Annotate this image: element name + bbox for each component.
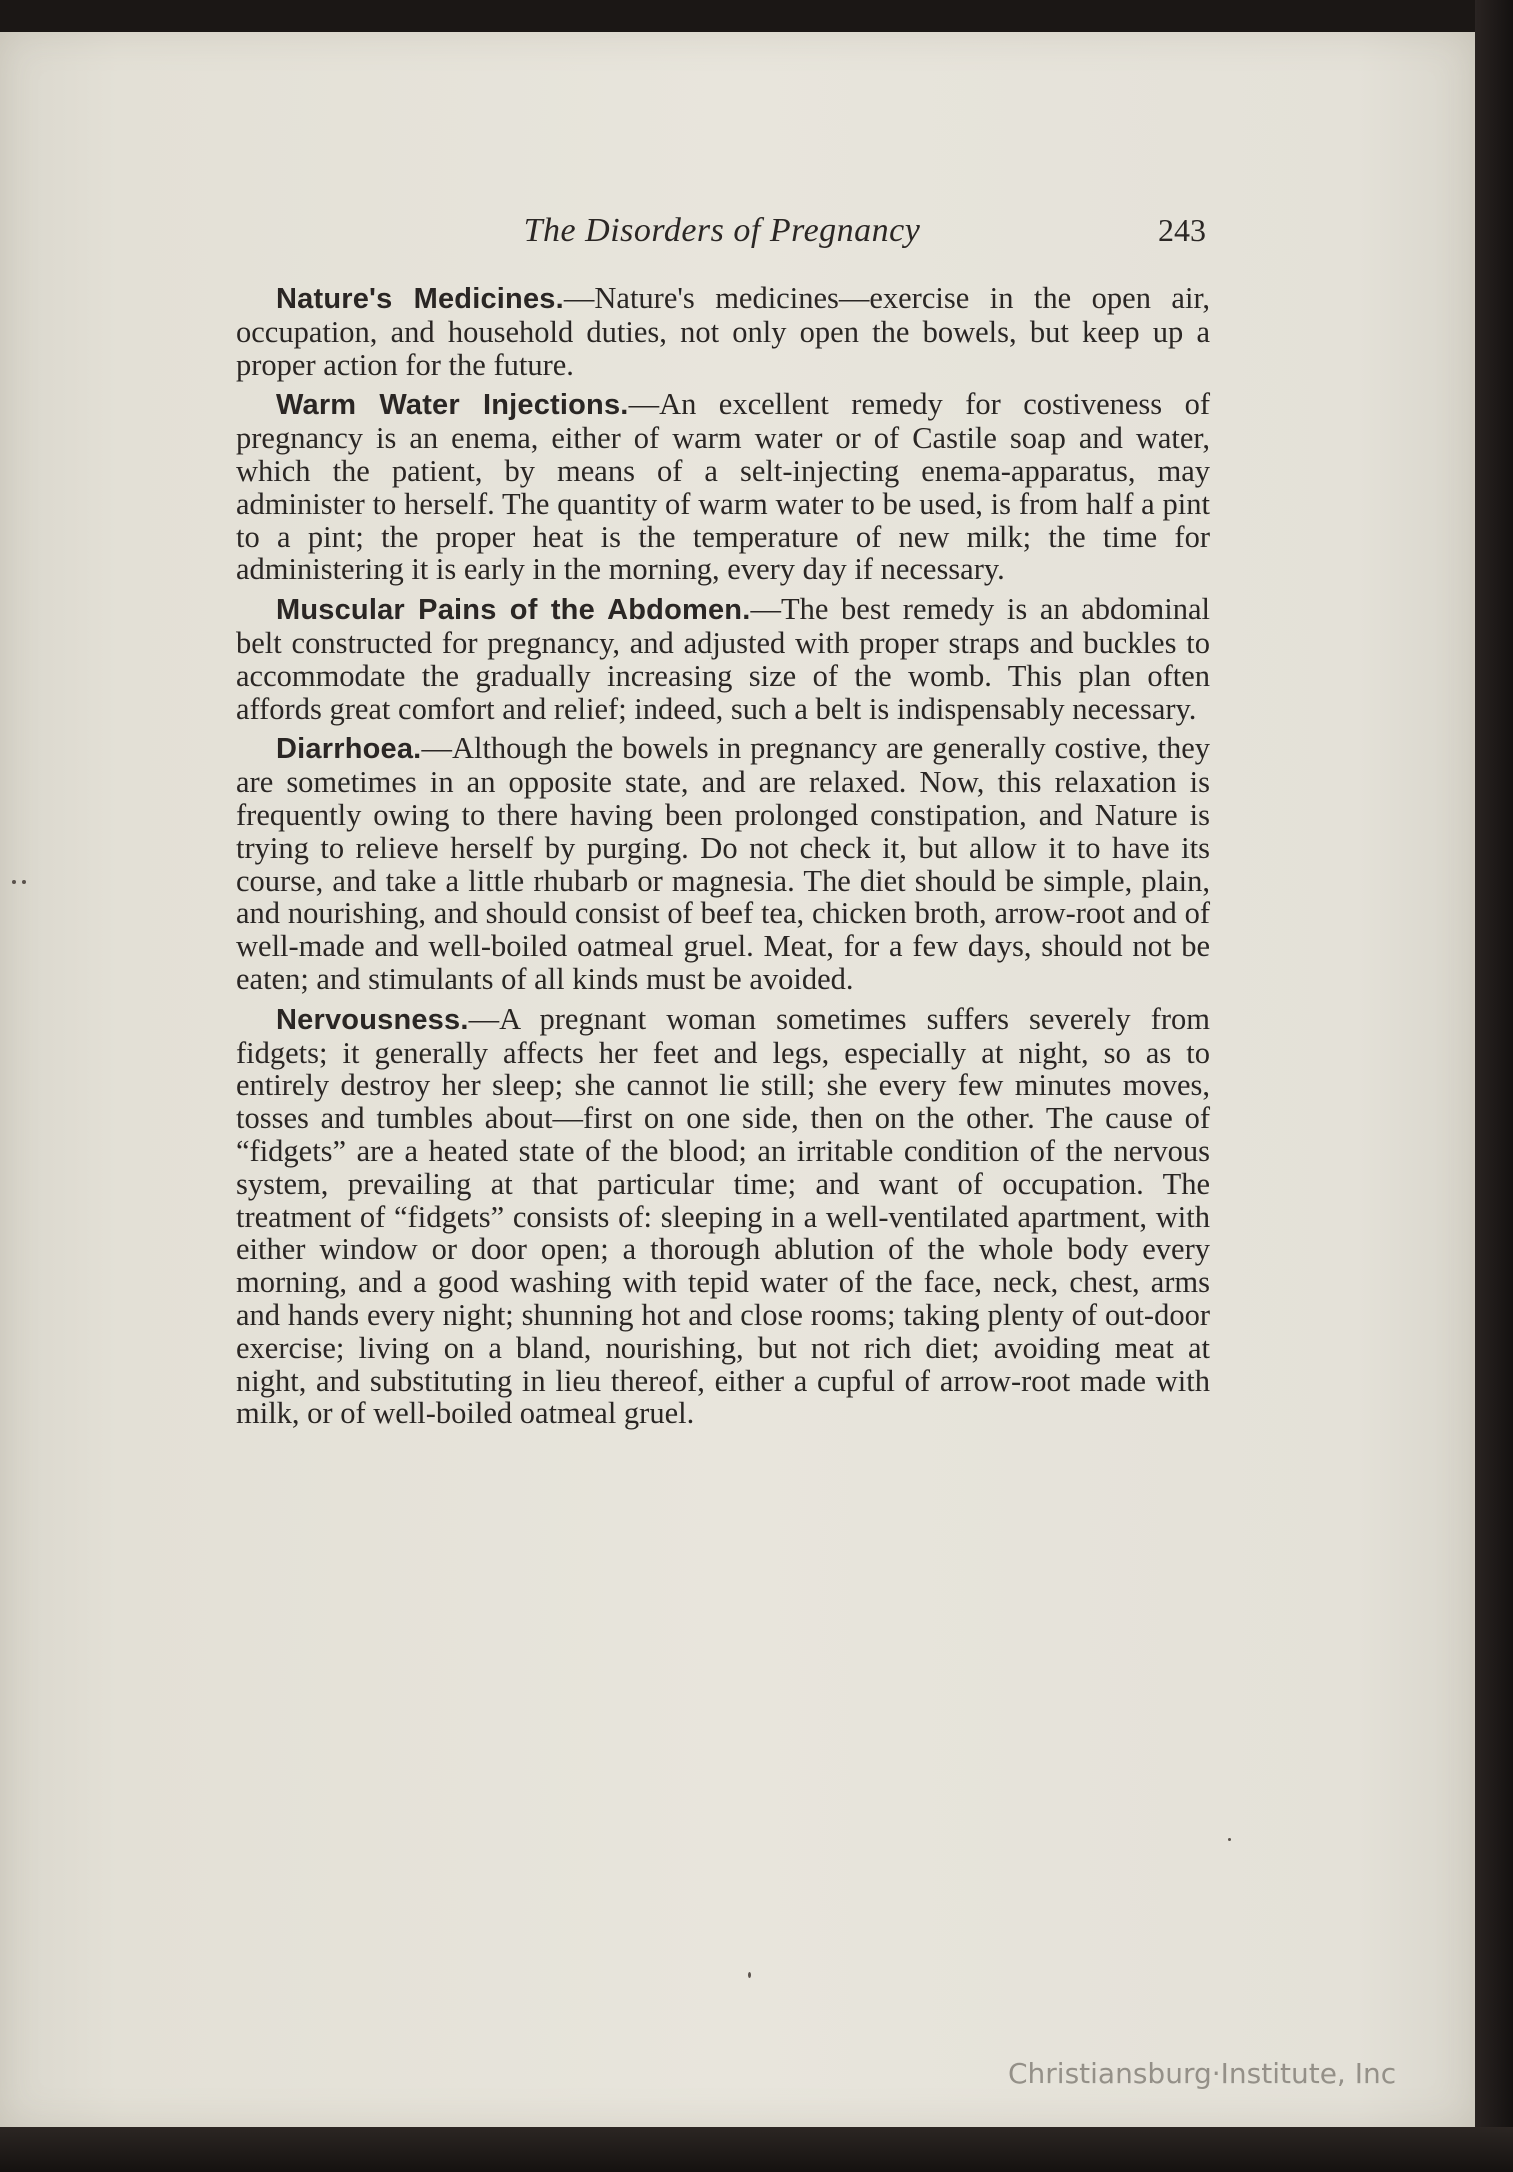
paragraph-warm-water-injections: [236, 388, 1210, 586]
watermark: Christiansburg·Institute, Inc: [1008, 2057, 1397, 2090]
body-text: [236, 282, 1210, 1437]
paper-speck: [1228, 1838, 1231, 1841]
section-heading: Nervousness.: [276, 1003, 469, 1036]
page-number: 243: [1158, 212, 1206, 248]
book-edge-right: [1475, 0, 1513, 2172]
section-heading: Diarrhoea.: [276, 733, 422, 766]
paragraph-nervousness: [236, 1003, 1210, 1430]
section-text: —Nature's medicines—exercise in the open air, occupation, and household duties, not only open the bowels, but keep up a proper action for the future.: [236, 281, 1211, 382]
paper-speck: [22, 880, 26, 884]
paragraph-natures-medicines: [236, 282, 1210, 381]
running-title: The Disorders of Pregnancy: [523, 212, 921, 249]
paragraph-diarrhoea: [236, 732, 1210, 995]
paper-speck: [12, 880, 16, 884]
section-heading: Warm Water Injections.: [276, 389, 629, 422]
book-edge-bottom: [0, 2127, 1513, 2172]
section-text: —Although the bowels in pregnancy are generally costive, they are sometimes in an opposite state, and are relaxed. Now, this relaxation is frequently owing to there having been prolonged constipation, and Nature is trying to relieve herself by purging. Do not check it, but allow it to have its course, and take a little rhubarb or magnesia. The diet should be simple, plain, and nourishing, and should consist of beef tea, chicken broth, arrow-root and of well-made and well-boiled oatmeal gruel. Meat, for a few days, should not be eaten; and stimulants of all kinds must be avoided.: [236, 731, 1210, 996]
paper-speck: [748, 1972, 751, 1978]
section-text: —A pregnant woman sometimes suffers severely from fidgets; it generally affects her feet and legs, especially at night, so as to entirely destroy her sleep; she cannot lie still; she every few minutes moves, tosses and tumbles about—first on one side, then on the other. The cause of “fidgets” are a heated state of the blood; an irritable condition of the nervous system, prevailing at that particular time; and want of occupation. The treatment of “fidgets” consists of: sleeping in a well-ventilated apartment, with either window or door open; a thorough ablution of the whole body every morning, and a good washing with tepid water of the face, neck, chest, arms and hands every night; shunning hot and close rooms; taking plenty of out-door exercise; living on a bland, nourishing, but not rich diet; avoiding meat at night, and substituting in lieu thereof, either a cupful of arrow-root made with milk, or of well-boiled oatmeal gruel.: [236, 1001, 1210, 1431]
paragraph-muscular-pains: [236, 593, 1210, 725]
section-text: —The best remedy is an abdominal belt constructed for pregnancy, and adjusted with proper straps and buckles to accommodate the gradually increasing size of the womb. This plan often affords great comfort and relief; indeed, such a belt is indispensably necessary.: [236, 592, 1210, 726]
section-text: —An excellent remedy for costiveness of pregnancy is an enema, either of warm water or of Castile soap and water, which the patient, by means of a selt-injecting enema-apparatus, may administer to herself. The quantity of warm water to be used, is from half a pint to a pint; the proper heat is the temperature of new milk; the time for administering it is early in the morning, every day if necessary.: [236, 387, 1210, 587]
section-heading: Muscular Pains of the Abdomen.: [276, 594, 751, 627]
page-header: [238, 212, 1206, 260]
section-heading: Nature's Medicines.: [276, 283, 564, 315]
